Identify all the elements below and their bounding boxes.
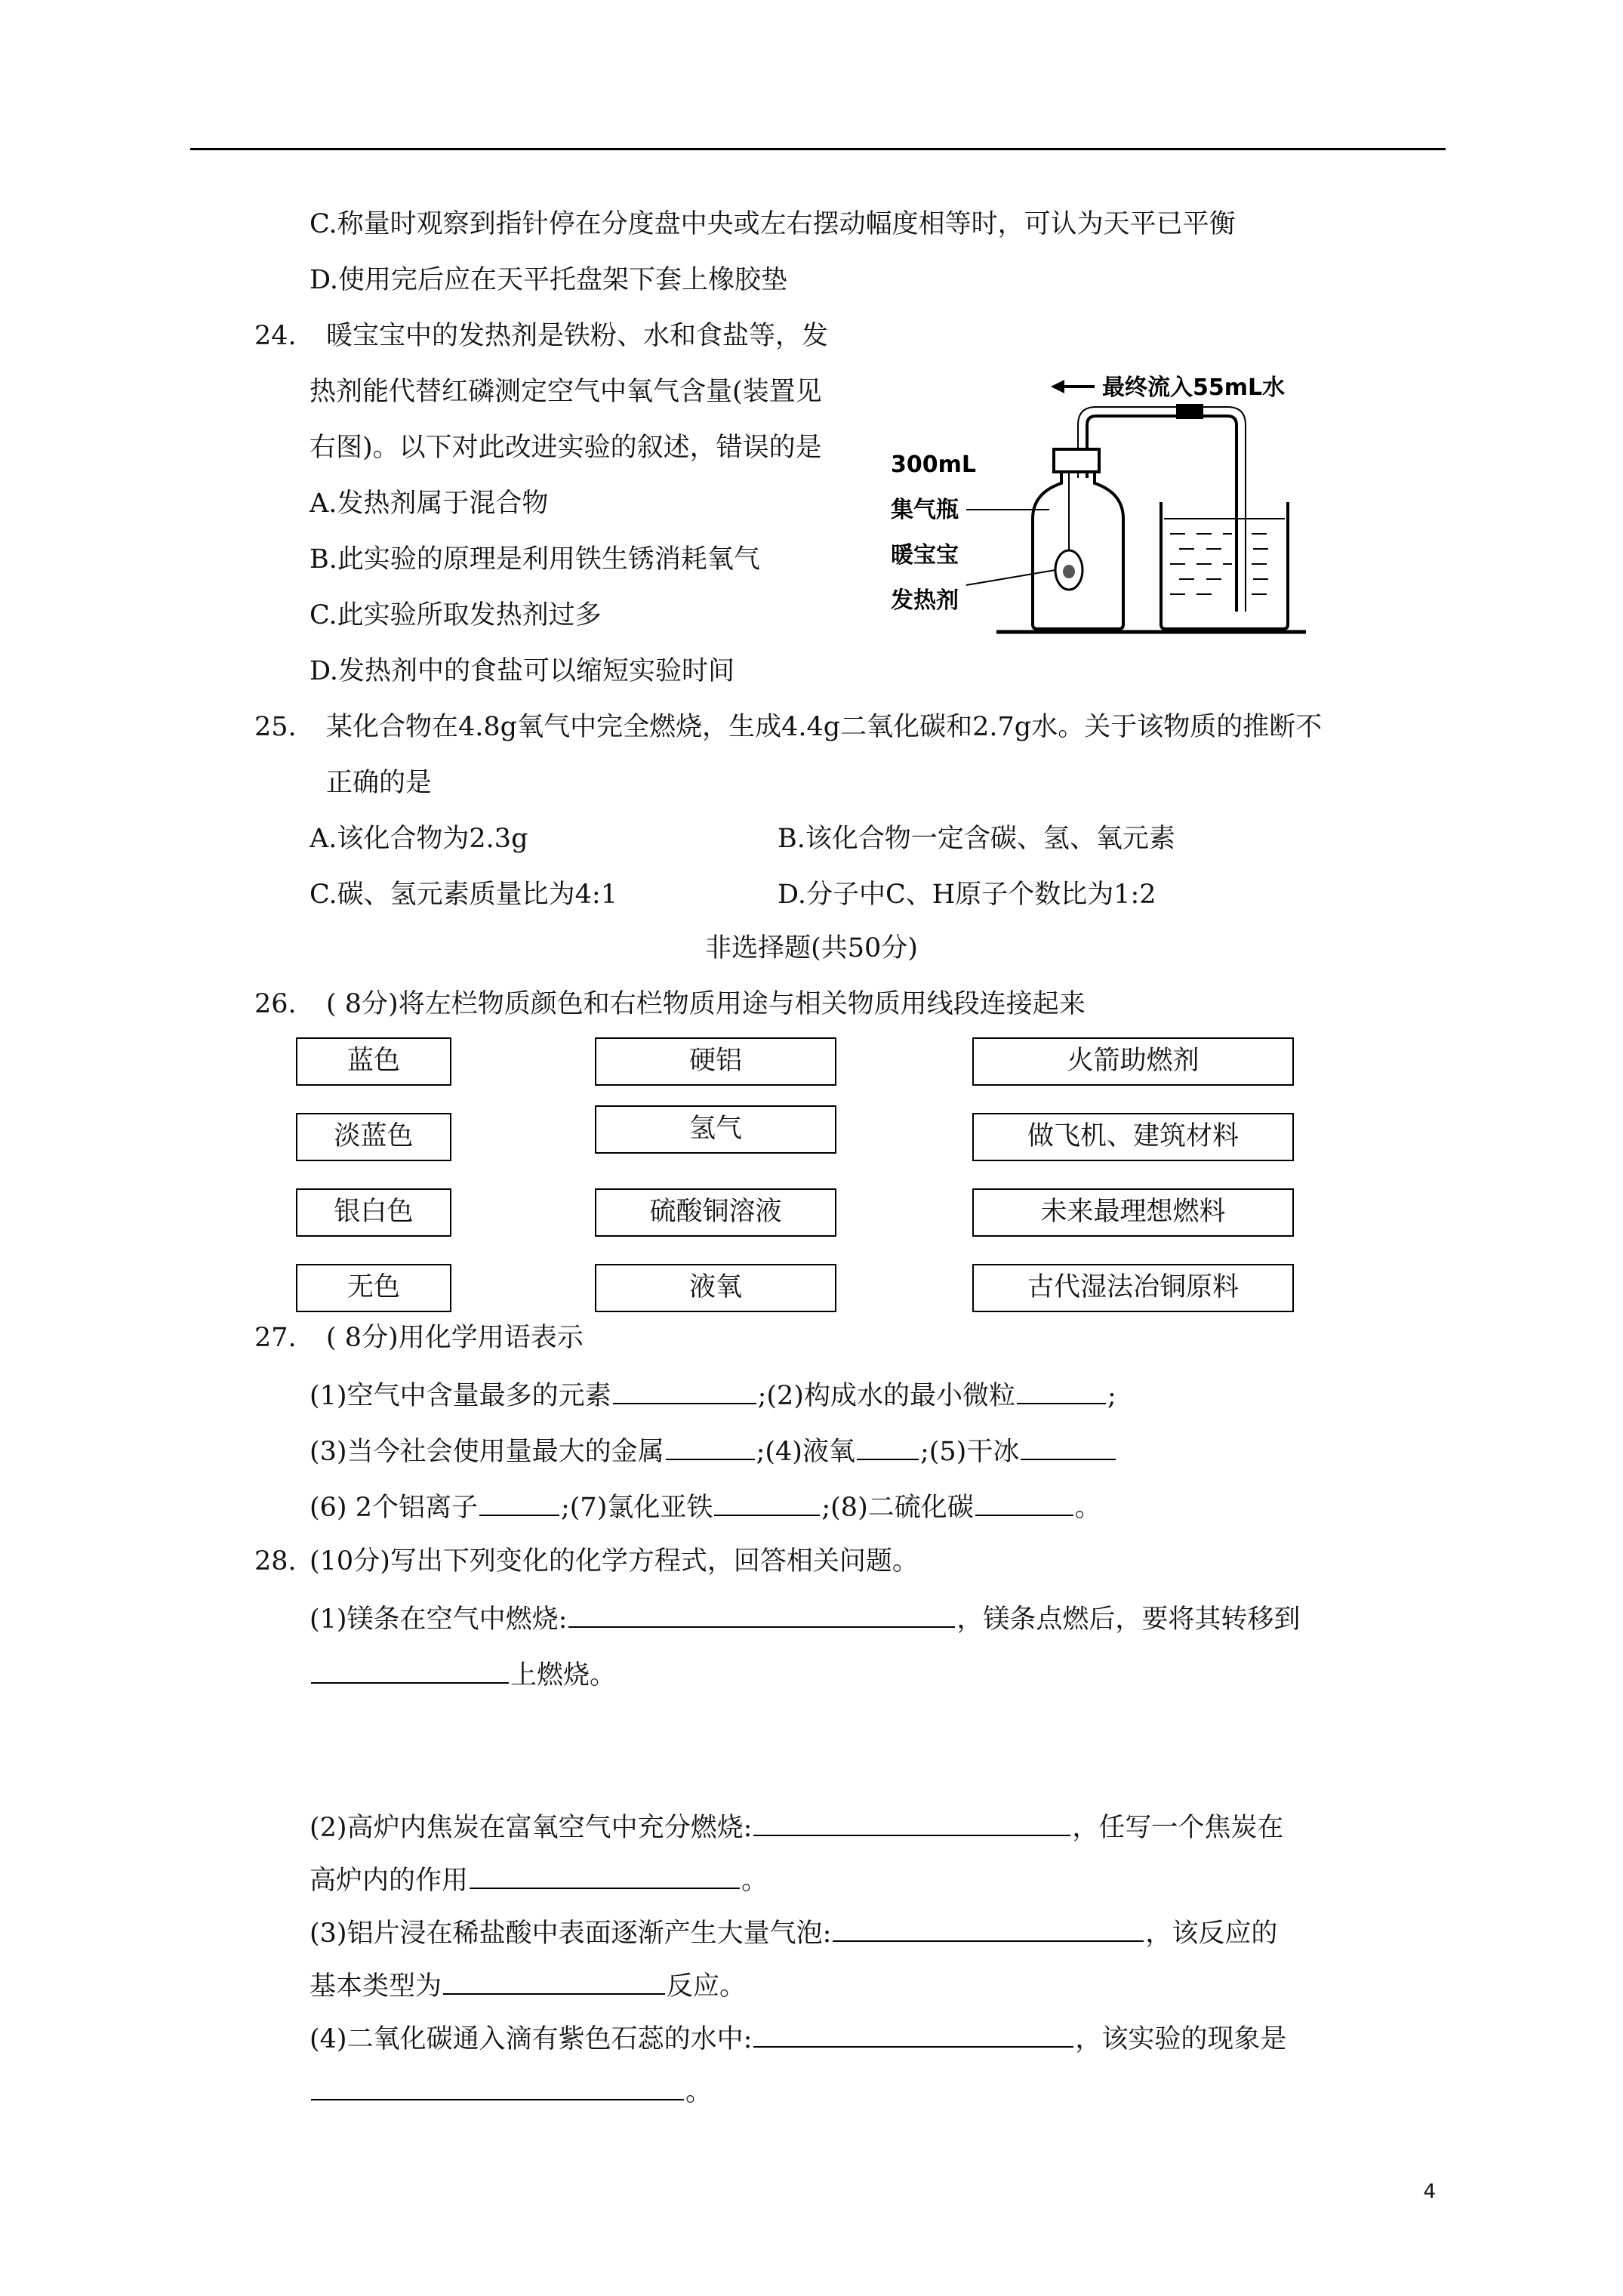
q28-s4-line1: (4)二氧化碳通入滴有紫色石蕊的水中: ，该实验的现象是: [310, 2020, 1286, 2056]
substance-box: 液氧: [595, 1264, 836, 1312]
stopper: [1054, 449, 1099, 472]
use-box: 做飞机、建筑材料: [972, 1113, 1294, 1161]
q25-option-d: D.分子中C、H原子个数比为1:2: [778, 880, 1156, 910]
q28-s2-line2: 高炉内的作用 。: [310, 1862, 768, 1897]
q25-option-c: C.碳、氢元素质量比为4:1: [310, 880, 617, 910]
answer-blank[interactable]: [857, 1433, 919, 1460]
answer-blank[interactable]: [714, 1489, 820, 1516]
answer-blank[interactable]: [613, 1377, 756, 1404]
color-box: 银白色: [296, 1188, 451, 1237]
substance-box: 氢气: [595, 1105, 836, 1154]
answer-blank[interactable]: [470, 1862, 740, 1889]
q25-line1: 某化合物在4.8g氧气中完全燃烧，生成4.4g二氧化碳和2.7g水。关于该物质的推断不: [326, 712, 1323, 742]
label-bottle: 集气瓶: [891, 497, 959, 523]
q24-option-a: A.发热剂属于混合物: [310, 488, 549, 519]
use-box: 未来最理想燃料: [972, 1188, 1294, 1237]
q28-text: (10分)写出下列变化的化学方程式，回答相关问题。: [310, 1546, 919, 1576]
flow-arrow-head: [1051, 380, 1064, 393]
q24-option-c: C.此实验所取发热剂过多: [310, 600, 602, 630]
collecting-bottle: [1033, 472, 1123, 629]
color-box: 淡蓝色: [296, 1113, 451, 1161]
q26-number: 26.: [254, 989, 297, 1019]
apparatus-figure: [883, 359, 1306, 638]
option-d-prev: D.使用完后应在天平托盘架下套上橡胶垫: [310, 265, 787, 295]
q28-s1-line2: 上燃烧。: [310, 1657, 616, 1692]
use-box: 火箭助燃剂: [972, 1037, 1294, 1086]
q28-s3-line2: 基本类型为 反应。: [310, 1968, 746, 2003]
q24-option-d: D.发热剂中的食盐可以缩短实验时间: [310, 656, 735, 686]
q24-number: 24.: [254, 321, 297, 351]
q28-s4-line2: 。: [310, 2073, 712, 2109]
q24-line3: 右图)。以下对此改进实验的叙述，错误的是: [310, 433, 822, 463]
answer-blank[interactable]: [311, 2073, 684, 2100]
q27-row3: (6) 2个铝离子 ;(7)氯化亚铁 ;(8)二硫化碳 。: [310, 1489, 1101, 1524]
beaker: [1161, 502, 1288, 629]
substance-box: 硫酸铜溶液: [595, 1188, 836, 1237]
answer-blank[interactable]: [753, 1809, 1070, 1836]
q24-option-b: B.此实验的原理是利用铁生锈消耗氧气: [310, 544, 760, 575]
color-box: 蓝色: [296, 1037, 451, 1086]
figure-top-label: 最终流入55mL水: [1102, 374, 1286, 401]
q25-option-b: B.该化合物一定含碳、氢、氧元素: [778, 824, 1175, 854]
answer-blank[interactable]: [753, 2020, 1073, 2048]
q28-s1-line1: (1)镁条在空气中燃烧: ，镁条点燃后，要将其转移到: [310, 1601, 1300, 1636]
answer-blank[interactable]: [443, 1968, 665, 1995]
answer-blank[interactable]: [1017, 1377, 1106, 1404]
answer-blank[interactable]: [311, 1657, 509, 1684]
option-c-prev: C.称量时观察到指针停在分度盘中央或左右摆动幅度相等时，可认为天平已平衡: [310, 209, 1236, 239]
q24-line2: 热剂能代替红磷测定空气中氧气含量(装置见: [310, 377, 822, 407]
q27-text: ( 8分)用化学用语表示: [326, 1323, 584, 1353]
water: [1170, 534, 1268, 594]
q27-number: 27.: [254, 1323, 297, 1353]
q27-row1: (1)空气中含量最多的元素 ;(2)构成水的最小微粒 ;: [310, 1377, 1116, 1413]
rubber-tube-clip: [1176, 404, 1203, 419]
label-warm-pack: 暖宝宝: [891, 542, 959, 569]
q28-s2-line1: (2)高炉内焦炭在富氧空气中充分燃烧: ，任写一个焦炭在: [310, 1809, 1283, 1845]
header-rule: [190, 148, 1446, 150]
q24-line1: 暖宝宝中的发热剂是铁粉、水和食盐等，发: [326, 321, 829, 351]
page-number: 4: [1423, 2180, 1436, 2203]
answer-blank[interactable]: [1021, 1433, 1116, 1460]
q26-text: ( 8分)将左栏物质颜色和右栏物质用途与相关物质用线段连接起来: [326, 989, 1086, 1019]
substance-box: 硬铝: [595, 1037, 836, 1086]
label-300ml: 300mL: [891, 451, 976, 478]
use-box: 古代湿法冶铜原料: [972, 1264, 1294, 1312]
q27-row2: (3)当今社会使用量最大的金属 ;(4)液氧 ;(5)干冰: [310, 1433, 1117, 1469]
answer-blank[interactable]: [568, 1601, 955, 1628]
answer-blank[interactable]: [666, 1433, 755, 1460]
q28-s3-line1: (3)铝片浸在稀盐酸中表面逐渐产生大量气泡: ，该反应的: [310, 1915, 1277, 1950]
color-box: 无色: [296, 1264, 451, 1312]
answer-blank[interactable]: [833, 1915, 1144, 1942]
section-heading: 非选择题(共50分): [705, 933, 918, 963]
q25-option-a: A.该化合物为2.3g: [310, 824, 528, 854]
q25-line2: 正确的是: [326, 768, 433, 798]
answer-blank[interactable]: [479, 1489, 559, 1516]
answer-blank[interactable]: [975, 1489, 1073, 1516]
q28-number: 28.: [254, 1546, 297, 1576]
label-heating-agent: 发热剂: [891, 587, 959, 614]
q25-number: 25.: [254, 712, 297, 742]
